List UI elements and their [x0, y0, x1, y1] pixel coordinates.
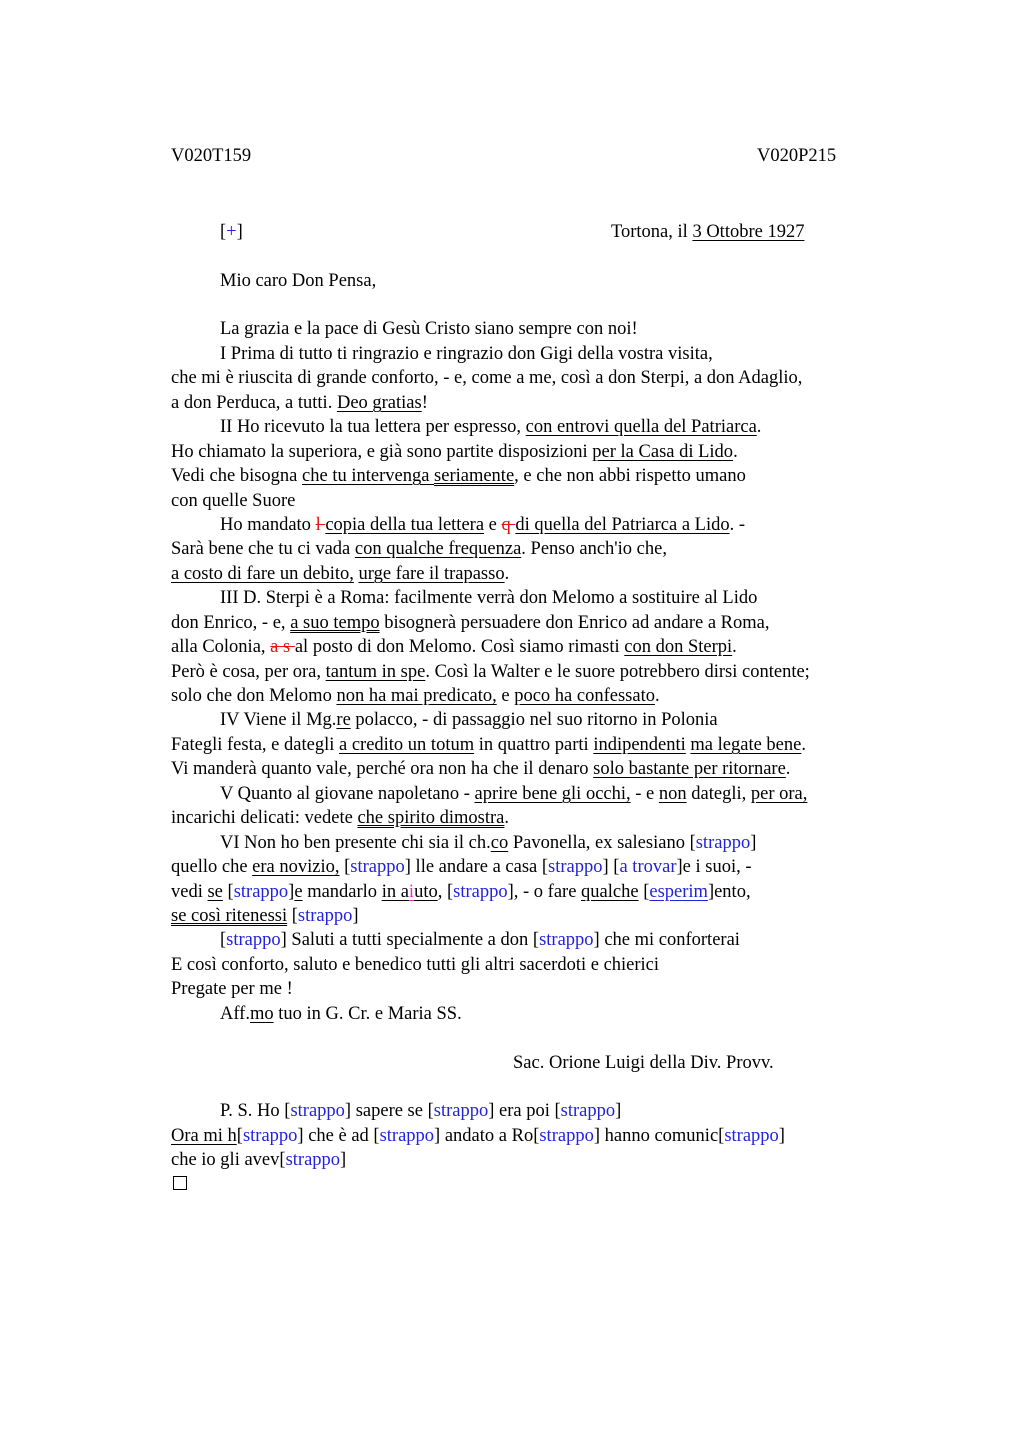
text-line: Sarà bene che tu ci vada con qualche frequenza. Penso anch'io che, [171, 539, 667, 559]
text-line: con quelle Suore [171, 491, 296, 511]
text-line: Fategli festa, e dategli a credito un totum in quattro parti indipendenti ma legate bene. [171, 735, 806, 755]
text-line: IV Viene il Mg.re polacco, - di passaggio nel suo ritorno in Polonia [220, 710, 718, 730]
text-line: che mi è riuscita di grande conforto, - e, come a me, così a don Sterpi, a don Adaglio, [171, 368, 803, 388]
closing: Aff.mo tuo in G. Cr. e Maria SS. [220, 1004, 462, 1024]
text-line: solo che don Melomo non ha mai predicato, e poco ha confessato. [171, 686, 660, 706]
text-line: a don Perduca, a tutti. Deo gratias! [171, 393, 428, 413]
text-line: I Prima di tutto ti ringrazio e ringrazio don Gigi della vostra visita, [220, 344, 713, 364]
text-line: VI Non ho ben presente chi sia il ch.co Pavonella, ex salesiano [strappo] [220, 833, 757, 853]
text-line: don Enrico, - e, a suo tempo bisognerà persuadere don Enrico ad andare a Roma, [171, 613, 770, 633]
postscript-line: Ora mi h[strappo] che è ad [strappo] andato a Ro[strappo] hanno comunic[strappo] [171, 1126, 785, 1146]
signature: Sac. Orione Luigi della Div. Provv. [513, 1053, 774, 1073]
text-line: Vi manderà quanto vale, perché ora non ha che il denaro solo bastante per ritornare. [171, 759, 791, 779]
text-line: a costo di fare un debito, urge fare il trapasso. [171, 564, 510, 584]
cross-mark: [+] [220, 222, 243, 242]
text-line: Ho mandato l copia della tua lettera e q di quella del Patriarca a Lido. - [220, 515, 746, 535]
document-code-left: V020T159 [171, 146, 252, 166]
text-line: E così conforto, saluto e benedico tutti gli altri sacerdoti e chierici [171, 955, 660, 975]
letter-date: 3 Ottobre 1927 [692, 222, 805, 242]
text-line: Pregate per me ! [171, 979, 293, 999]
text-line: se così ritenessi [strappo] [171, 906, 359, 926]
text-line: [strappo] Saluti a tutti specialmente a don [strappo] che mi conforterai [220, 930, 740, 950]
text-line: Però è cosa, per ora, tantum in spe. Così la Walter e le suore potrebbero dirsi contente; [171, 662, 810, 682]
text-line: Vedi che bisogna che tu intervenga seriamente, e che non abbi rispetto umano [171, 466, 746, 486]
text-line: V Quanto al giovane napoletano - aprire bene gli occhi, - e non dategli, per ora, [220, 784, 808, 804]
text-line: vedi se [strappo]e mandarlo in aiuto, [strappo], - o fare qualche [esperim]ento, [171, 882, 751, 902]
text-line: incarichi delicati: vedete che spirito dimostra. [171, 808, 510, 828]
text-line: III D. Sterpi è a Roma: facilmente verrà don Melomo a sostituire al Lido [220, 588, 758, 608]
text-line: quello che era novizio, [strappo] lle andare a casa [strappo] [a trovar]e i suoi, - [171, 857, 752, 877]
document-code-right: V020P215 [757, 146, 837, 166]
greeting: La grazia e la pace di Gesù Cristo siano sempre con noi! [220, 319, 638, 339]
place-date: Tortona, il 3 Ottobre 1927 [611, 222, 805, 242]
text-line: Ho chiamato la superiora, e già sono partite disposizioni per la Casa di Lido. [171, 442, 738, 462]
postscript-line: che io gli avev[strappo] [171, 1150, 347, 1170]
salutation: Mio caro Don Pensa, [220, 271, 377, 291]
end-marker-box [173, 1176, 187, 1190]
text-line: alla Colonia, a s al posto di don Melomo. Così siamo rimasti con don Sterpi. [171, 637, 737, 657]
postscript-line: P. S. Ho [strappo] sapere se [strappo] era poi [strappo] [220, 1101, 622, 1121]
text-line: II Ho ricevuto la tua lettera per espresso, con entrovi quella del Patriarca. [220, 417, 762, 437]
